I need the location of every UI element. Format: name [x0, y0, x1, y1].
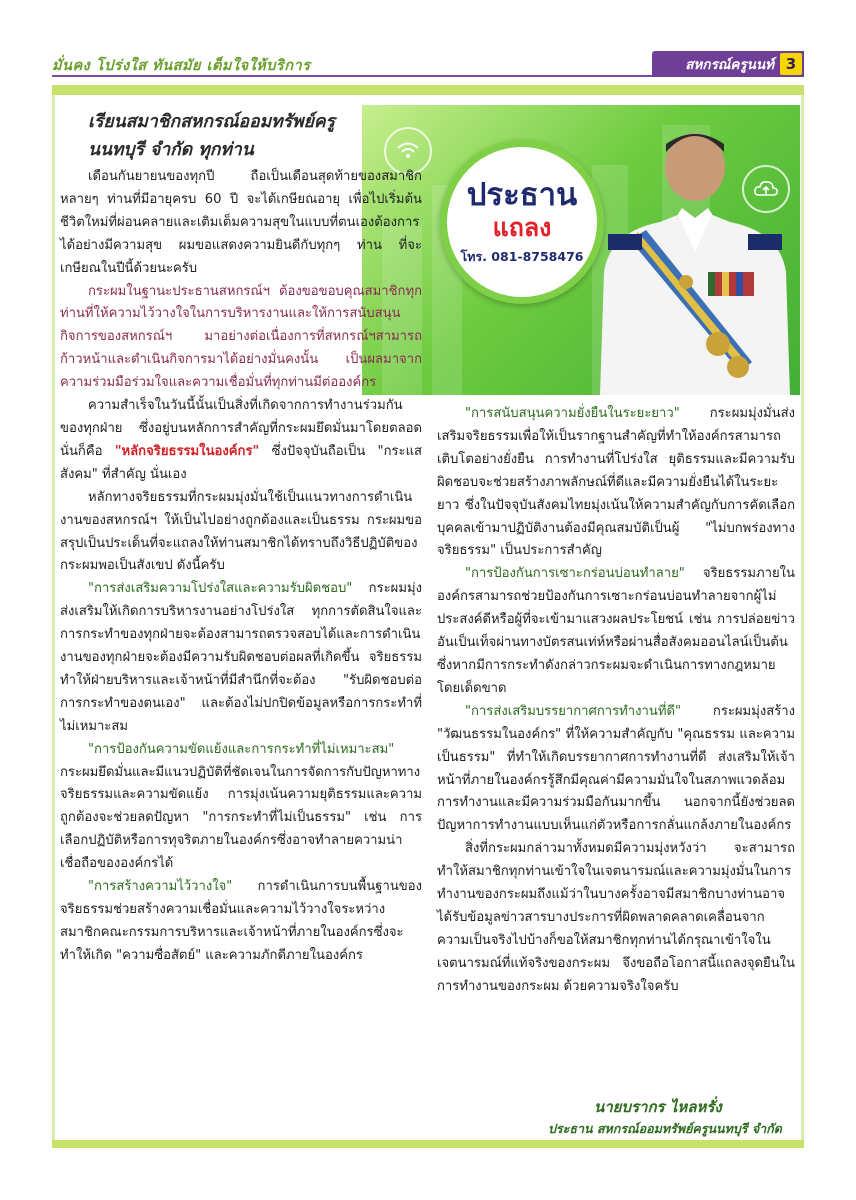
left-article-column — [60, 100, 422, 968]
topic-heading: "การป้องกันการเซาะกร่อนบ่อนทำลาย" — [465, 566, 685, 582]
top-green-band — [52, 85, 804, 95]
paragraph: สิ่งที่กระผมกล่าวมาทั้งหมดมีความมุ่งหวังว่า จะสามารถทำให้สมาชิกทุกท่านเข้าใจในเจตนารมณ์และความมุ่งมั่นในการทำงานของกระผมถึงแม้ว่าในบางครั้งอาจมีสมาชิกบางท่านอาจได้รับข้อมูลข่าวสารบางประการที่ผิดพลาดคลาดเคลื่อนจากความเป็นจริงไปบ้างก็ขอให้สมาชิกทุกท่านได้กรุณาเข้าใจในเจตนารมณ์ที่แท้จริงของกระผม จึงขอถือโอกาสนี้แถลงจุดยืนในการทำงานของกระผม ด้วยความจริงใจครับ — [437, 841, 795, 994]
paragraph-text: จริยธรรมภายในองค์กรสามารถช่วยป้องกันการเซาะกร่อนบ่อนทำลายจากผู้ไม่ประสงค์ดีหรือผู้ที่จะเข้ามาแสวงผลประโยชน์ เช่น การปล่อยข่าวอันเป็นเท็จผ่านทางบัตรสนเท่ห์หรือผ่านสื่อสังคมออนไลน์เป็นต้น ซึ่งหากมีการกระทำดังกล่าวกระผมจะดำเนินการทางกฎหมายโดยเด็ดขาด — [437, 566, 795, 696]
signature-name: นายบรากร ไหลหรั่ง — [594, 1098, 722, 1116]
paragraph — [60, 395, 422, 487]
title-line2: แถลง — [492, 213, 552, 242]
paragraph-text: กระผมมุ่งส่งเสริมให้เกิดการบริหารงานอย่างโปร่งใส ทุกการตัดสินใจและการกระทำของทุกฝ่ายจะต้องสามารถตรวจสอบได้และการดำเนินงานของทุกฝ่ายจะต้องมีความรับผิดชอบต่อผลที่เกิดขึ้น จริยธรรมทำให้ฝ่ายบริหารและเจ้าหน้าที่มีสำนึกที่จะต้อง "รับผิดชอบต่อการกระทำของตนเอง" และต้องไม่ปกปิดข้อมูลหรือการกระทำที่ไม่เหมาะสม — [60, 581, 422, 734]
topic-heading: "การส่งเสริมบรรยากาศการทำงานที่ดี" — [465, 703, 681, 719]
phone-number: โทร. 081-8758476 — [460, 249, 584, 264]
left-border — [52, 95, 55, 1140]
salutation-line2: นนทบุรี จำกัด ทุกท่าน — [88, 140, 254, 160]
paragraph: เดือนกันยายนของทุกปี ถือเป็นเดือนสุดท้ายของสมาชิกหลายๆ ท่านที่มีอายุครบ 60 ปี จะได้เกษียณอายุ เพื่อไปเริ่มต้นชีวิตใหม่ที่ผ่อนคลายและเติมเต็มความสุขในแบบที่ตนเองต้องการได้อย่างมีความสุข ผมขอแสดงความยินดีกับทุกๆ ท่าน ที่จะเกษียณในปีนี้ด้วยนะครับ — [60, 169, 422, 276]
paragraph — [60, 578, 422, 738]
paragraph-text: กระผมยึดมั่นและมีแนวปฏิบัติที่ชัดเจนในการจัดการกับปัญหาทางจริยธรรมและความขัดแย้ง การมุ่งเน้นความยุติธรรมและความถูกต้องจะช่วยลดปัญหา "การกระทำที่ไม่เป็นธรรม" เช่น การเลือกปฏิบัติหรือการทุจริตภายในองค์กรซึ่งอาจทำลายความน่าเชื่อถือขององค์กรได้ — [60, 764, 422, 872]
topic-heading: "การป้องกันความขัดแย้งและการกระทำที่ไม่เหมาะสม" — [88, 741, 395, 757]
header-slogan: มั่นคง โปร่งใส ทันสมัย เต็มใจให้บริการ — [52, 58, 311, 74]
publication-name: สหกรณ์ครูนนท์ — [685, 57, 774, 73]
topic-heading: "การสนับสนุนความยั่งยืนในระยะยาว" — [465, 406, 680, 421]
right-article-column — [437, 403, 795, 999]
paragraph-text: กระผมมุ่งสร้าง "วัฒนธรรมในองค์กร" ที่ให้ความสำคัญกับ "คุณธรรม และความเป็นธรรม" ที่ทำให้เกิดบรรยากาศการทำงานที่ดี ส่งเสริมให้เจ้าหน้าที่ภายในองค์กรรู้สึกมีคุณค่ามีความมั่นใจในสภาพแวดล้อมการทำงานและมีความร่วมมือกันมากขึ้น นอกจากนี้ยังช่วยลดปัญหาการทำงานแบบเห็นแก่ตัวหรือการกลั่นแกล้งภายในองค์กร — [437, 703, 795, 834]
paragraph-text: ความสำเร็จในวันนี้นั้นเป็นสิ่งที่เกิดจากการทำงานร่วมกันของทุกฝ่าย ซึ่งอยู่บนหลักการสำคัญที่กระผมยึดมั่นมาโดยตลอดนั่นก็คือ — [60, 398, 422, 459]
bottom-green-band — [52, 1140, 804, 1148]
page-number: 3 — [780, 53, 802, 75]
paragraph — [437, 701, 795, 838]
signature-title: ประธาน สหกรณ์ออมทรัพย์ครูนนทบุรี จำกัด — [548, 1121, 782, 1136]
paragraph — [437, 403, 795, 563]
paragraph: กระผมในฐานะประธานสหกรณ์ฯ ต้องขอขอบคุณสมาชิกทุกท่านที่ให้ความไว้วางใจในการบริหารงานและให้การสนับสนุนกิจการของสหกรณ์ฯ มาอย่างต่อเนื่องการที่สหกรณ์ฯสามารถก้าวหน้าและดำเนินกิจการมาได้อย่างมั่นคงนั้น เป็นผลมาจากความร่วมมือร่วมใจและความเชื่อมั่นที่ทุกท่านมีต่อองค์กร — [60, 283, 422, 391]
salutation — [60, 108, 422, 164]
paragraph — [60, 876, 422, 968]
title-badge — [440, 140, 604, 304]
header-rule — [52, 75, 652, 77]
paragraph-text: ซึ่งปัจจุบันถือเป็น "กระแสสังคม" ที่สำคัญ นั่นเอง — [60, 443, 422, 482]
president-portrait — [590, 122, 800, 395]
paragraph-text: การดำเนินการบนพื้นฐานของจริยธรรมช่วยสร้างความเชื่อมั่นและความไว้วางใจระหว่างสมาชิกคณะกรรมการบริหารและเจ้าหน้าที่ภายในองค์กรซึ่งจะทำให้เกิด "ความซื่อสัตย์" และความภักดีภายในองค์กร — [60, 879, 422, 963]
right-border — [801, 95, 804, 1140]
topic-heading: "การสร้างความไว้วางใจ" — [88, 879, 233, 895]
ethics-highlight: "หลักจริยธรรมในองค์กร" — [114, 443, 260, 459]
title-line1: ประธาน — [466, 177, 578, 213]
paragraph — [60, 739, 422, 876]
topic-heading: "การส่งเสริมความโปร่งใสและความรับผิดชอบ" — [88, 581, 353, 597]
paragraph — [437, 563, 795, 700]
header-publication-tab — [652, 51, 804, 77]
paragraph: หลักทางจริยธรรมที่กระผมมุ่งมั่นใช้เป็นแนวทางการดำเนินงานของสหกรณ์ฯ ให้เป็นไปอย่างถูกต้องและเป็นธรรม กระผมขอสรุปเป็นประเด็นที่จะแถลงให้ท่านสมาชิกได้ทราบถึงวิธีปฏิบัติของกระผมพอเป็นสังเขป ดังนี้ครับ — [60, 489, 422, 574]
salutation-line1: เรียนสมาชิกสหกรณ์ออมทรัพย์ครู — [88, 112, 335, 132]
paragraph-text: กระผมมุ่งมั่นส่งเสริมจริยธรรมเพื่อให้เป็นรากฐานสำคัญที่ทำให้องค์กรสามารถเติบโตอย่างยั่งยืน การทำงานที่โปร่งใส ยุติธรรมและมีความรับผิดชอบจะช่วยสร้างภาพลักษณ์ที่ดีและมีความยั่งยืนได้ในระยะยาว ซึ่งในปัจจุบันสังคมไทยมุ่งเน้นให้ความสำคัญกับการคัดเลือกบุคคลเข้ามาปฏิบัติงานต้องมีคุณสมบัติเป็นผู้ "ไม่บกพร่องทางจริยธรรม" เป็นประการสำคัญ — [437, 406, 795, 559]
